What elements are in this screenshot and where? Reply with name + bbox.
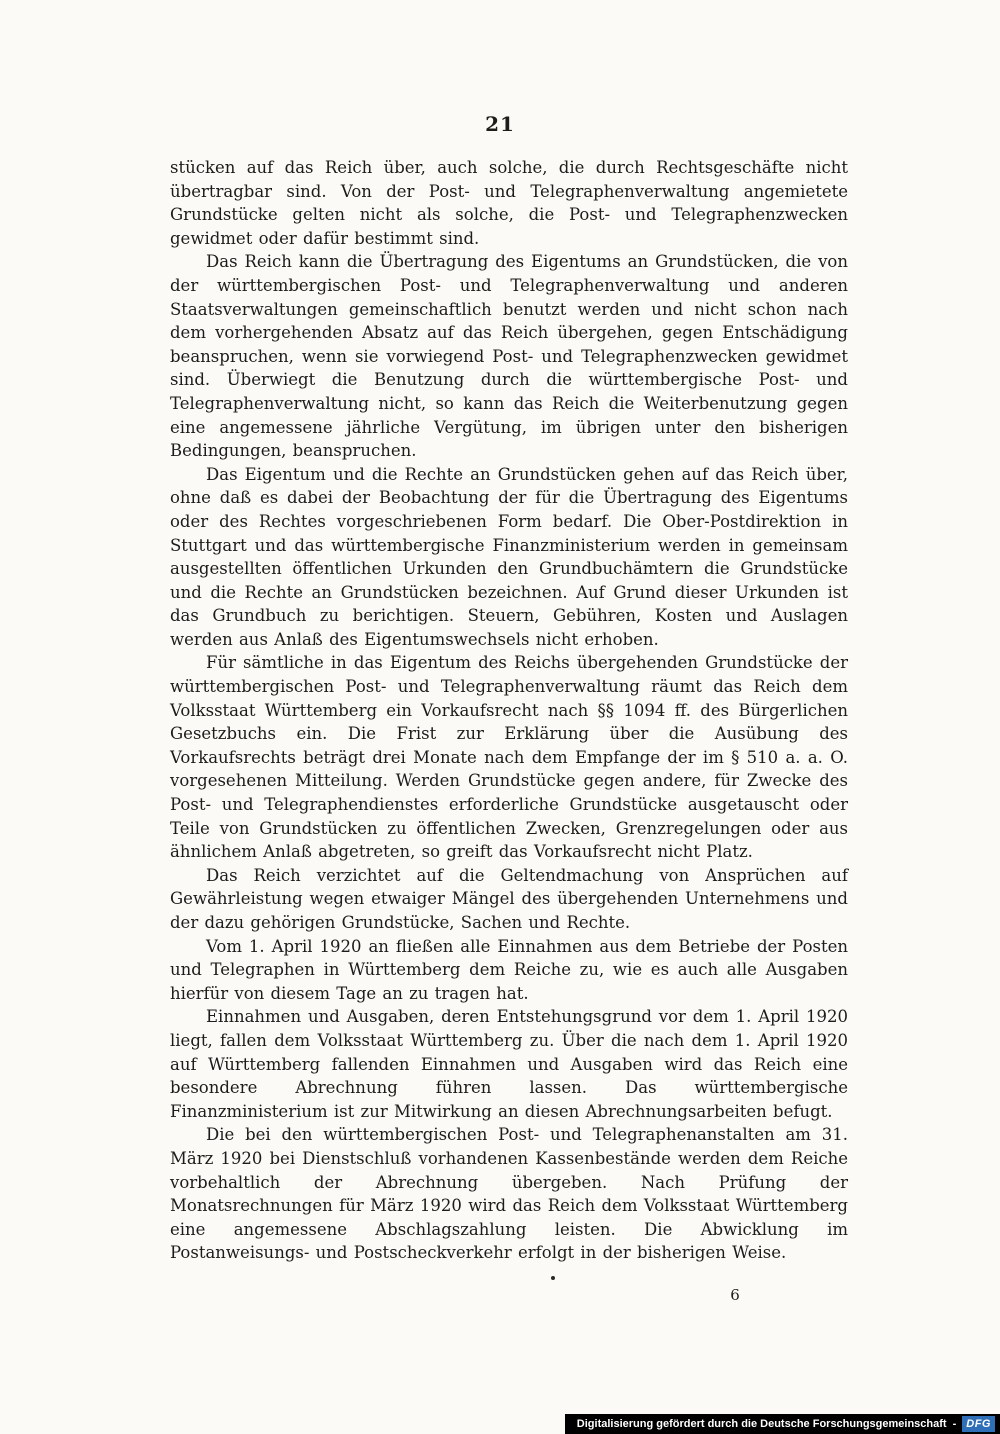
dfg-logo: DFG xyxy=(962,1416,995,1432)
paragraph: Einnahmen und Ausgaben, deren Entstehungsgrund vor dem 1. April 1920 liegt, fallen dem Volksstaat Württemberg zu. Über die nach dem 1. April 1920 auf Württemberg fallenden Einnahmen und Ausgaben wird das Reich eine besondere Abrechnung führen lassen. Das württembergische Finanzministerium ist zur Mitwirkung an diesen Abrechnungsarbeiten befugt. xyxy=(170,1007,848,1121)
footer-text: Digitalisierung gefördert durch die Deutsche Forschungsgemeinschaft xyxy=(576,1418,947,1430)
paragraph: Das Eigentum und die Rechte an Grundstücken gehen auf das Reich über, ohne daß es dabei der Beobachtung der für die Übertragung des Eigentums oder des Rechtes vorgeschriebenen Form bedarf. Die Ober-Postdirektion in Stuttgart und das württembergische Finanzministerium werden in gemeinsam ausgestellten öffentlichen Urkunden den Grundbuchämtern die Grundstücke und die Rechte an Grundstücken bezeichnen. Auf Grund dieser Urkunden ist das Grundbuch zu berichtigen. Steuern, Gebühren, Kosten und Auslagen werden aus Anlaß des Eigentumswechsels nicht erhoben. xyxy=(170,464,848,649)
paragraph: Das Reich kann die Übertragung des Eigentums an Grundstücken, die von der württembergischen Post- und Telegraphenverwaltung und anderen Staatsverwaltungen gemeinschaftlich benutzt werden und nicht schon nach dem vorhergehenden Absatz auf das Reich übergehen, gegen Entschädigung beanspruchen, wenn sie vorwiegend Post- und Telegraphenzwecken gewidmet sind. Überwiegt die Benutzung durch die württembergische Post- und Telegraphenverwaltung nicht, so kann das Reich die Weiterbenutzung gegen eine angemessene jährliche Vergütung, im übrigen unter den bisherigen Bedingungen, beanspruchen. xyxy=(170,252,848,461)
paragraph: Für sämtliche in das Eigentum des Reichs übergehenden Grundstücke der württembergischen Post- und Telegraphenverwaltung räumt das Reich dem Volksstaat Württemberg ein Vorkaufsrecht nach §§ 1094 ff. des Bürgerlichen Gesetzbuchs ein. Die Frist zur Erklärung über die Ausübung des Vorkaufsrechts beträgt drei Monate nach dem Empfange der im § 510 a. a. O. vorgesehenen Mitteilung. Werden Grundstücke gegen andere, für Zwecke des Post- und Telegraphendienstes erforderliche Grundstücke ausgetauscht oder Teile von Grundstücken zu öffentlichen Zwecken, Grenzregelungen oder aus ähnlichem Anlaß abgetreten, so greift das Vorkaufsrecht nicht Platz. xyxy=(170,653,848,862)
paragraph: Vom 1. April 1920 an fließen alle Einnahmen aus dem Betriebe der Posten und Telegraphen in Württemberg dem Reiche zu, wie es auch alle Ausgaben hierfür von diesem Tage an zu tragen hat. xyxy=(170,936,848,1003)
page-number: 21 xyxy=(485,112,515,136)
scan-artifact-dot xyxy=(551,1276,555,1280)
paragraph-continuation: stücken auf das Reich über, auch solche, die durch Rechtsgeschäfte nicht übertragbar sind. Von der Post- und Telegraphenverwaltung angemietete Grundstücke gelten nicht als solche, die Post- und Telegraphenzwecken gewidmet oder dafür bestimmt sind. xyxy=(170,158,848,248)
footer-separator: - xyxy=(952,1418,957,1430)
signature-mark: 6 xyxy=(730,1286,740,1304)
document-text-block xyxy=(170,156,848,1265)
paragraph: Die bei den württembergischen Post- und Telegraphenanstalten am 31. März 1920 bei Dienstschluß vorhandenen Kassenbestände werden dem Reiche vorbehaltlich der Abrechnung übergeben. Nach Prüfung der Monatsrechnungen für März 1920 wird das Reich dem Volksstaat Württemberg eine angemessene Abschlagszahlung leisten. Die Abwicklung im Postanweisungs- und Postscheckverkehr erfolgt in der bisherigen Weise. xyxy=(170,1125,848,1263)
digitization-footer xyxy=(565,1414,1000,1434)
paragraph: Das Reich verzichtet auf die Geltendmachung von Ansprüchen auf Gewährleistung wegen etwaiger Mängel des übergehenden Unternehmens und der dazu gehörigen Grundstücke, Sachen und Rechte. xyxy=(170,865,848,932)
